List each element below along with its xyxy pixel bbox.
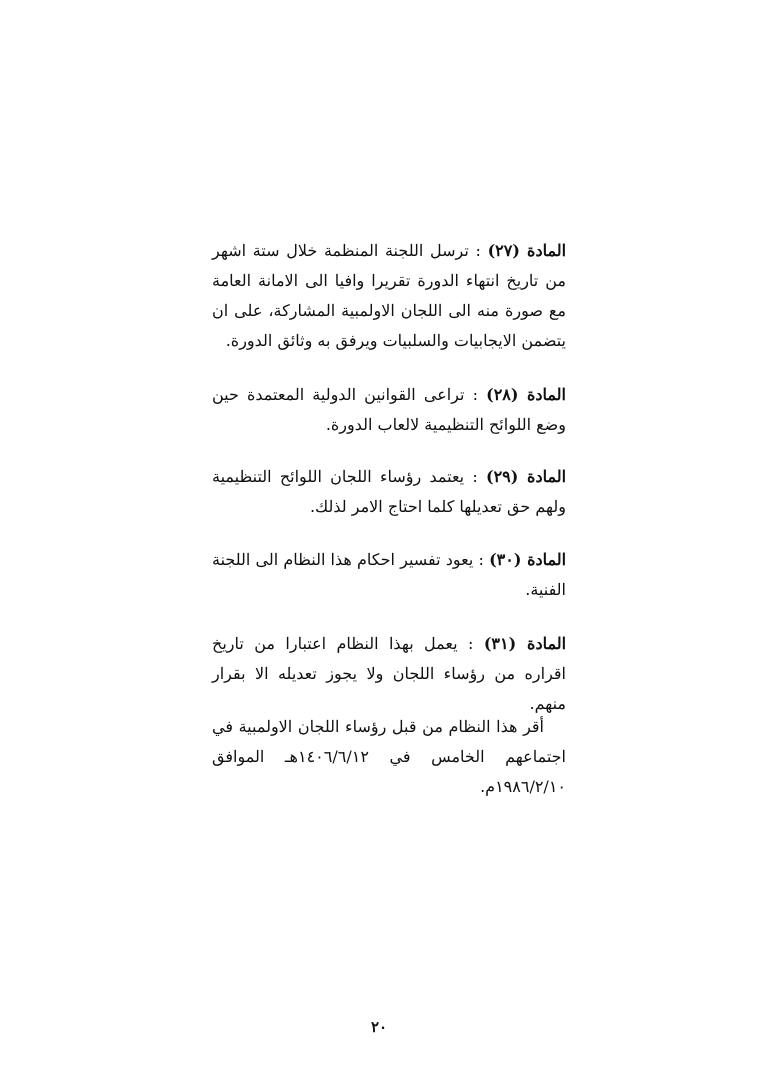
article-29 <box>212 462 566 522</box>
article-28-separator: : <box>464 385 487 404</box>
article-28-text: تراعى القوانين الدولية المعتمدة حين وضع اللوائح التنظيمية لالعاب الدورة. <box>212 385 566 434</box>
article-27-text: ترسل اللجنة المنظمة خلال ستة اشهر من تاريخ انتهاء الدورة تقريرا وافيا الى الامانة العامة مع صورة منه الى اللجان الاولمبية المشاركة، على ان يتضمن الايجابيات والسلبيات ويرفق به وثائق الدورة. <box>212 241 566 350</box>
article-31 <box>212 629 566 719</box>
article-31-separator: : <box>457 634 484 653</box>
article-29-text: يعتمد رؤساء اللجان اللوائح التنظيمية ولهم حق تعديلها كلما احتاج الامر لذلك. <box>212 467 566 516</box>
article-30-separator: : <box>473 550 490 569</box>
article-30-label: المادة (٣٠) <box>489 550 567 569</box>
article-27-separator: : <box>468 241 488 260</box>
article-29-separator: : <box>464 467 486 486</box>
article-30-text: يعود تفسير احكام هذا النظام الى اللجنة الفنية. <box>212 550 566 599</box>
closing-statement: أقر هذا النظام من قبل رؤساء اللجان الاولمبية في اجتماعهم الخامس في ١٤٠٦/٦/١٢هـ الموافق ١٩٨٦/٢/١٠م. <box>212 717 567 796</box>
article-29-label: المادة (٢٩) <box>486 467 567 486</box>
page-number: ٢٠ <box>370 1018 388 1036</box>
article-30 <box>212 545 566 605</box>
article-27-label: المادة (٢٧) <box>487 241 567 260</box>
article-28 <box>212 380 566 440</box>
article-31-text: يعمل بهذا النظام اعتبارا من تاريخ اقراره من رؤساء اللجان ولا يجوز تعديله الا بقرار منهم. <box>212 634 566 713</box>
article-27 <box>212 236 566 356</box>
article-31-label: المادة (٣١) <box>483 634 567 653</box>
article-28-label: المادة (٢٨) <box>486 385 567 404</box>
